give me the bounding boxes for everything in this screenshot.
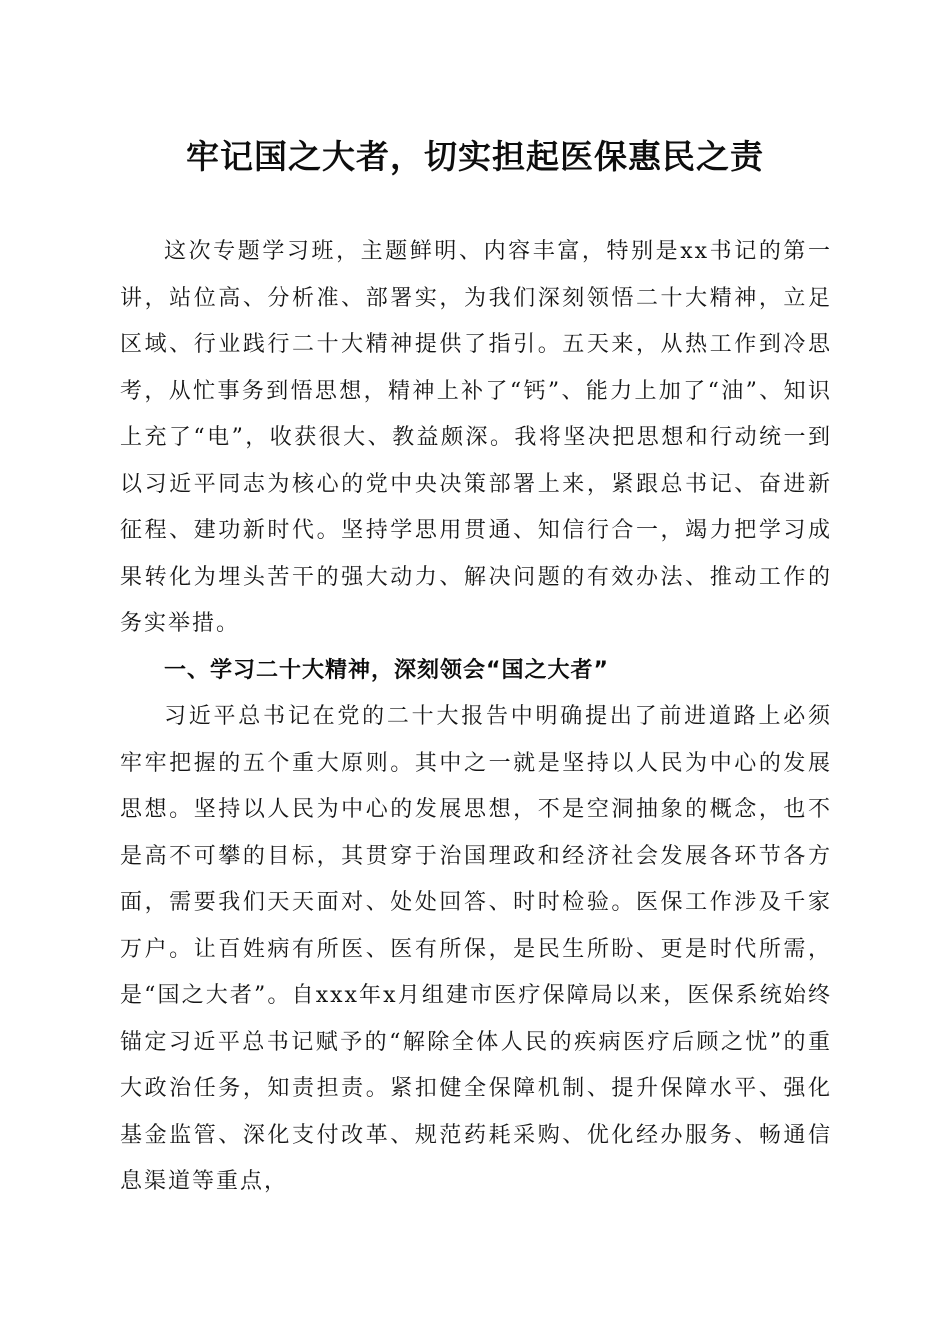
intro-paragraph: 这次专题学习班，主题鲜明、内容丰富，特别是xx书记的第一讲，站位高、分析准、部署实，为我们深刻领悟二十大精神，立足区域、行业践行二十大精神提供了指引。五天来，从热工作到冷思考，从忙事务到悟思想，精神上补了“钙”、能力上加了“油”、知识上充了“电”，收获很大、教益颇深。我将坚决把思想和行动统一到以习近平同志为核心的党中央决策部署上来，紧跟总书记、奋进新征程、建功新时代。坚持学思用贯通、知信行合一，竭力把学习成果转化为埋头苦干的强大动力、解决问题的有效办法、推动工作的务实举措。 [120,239,832,636]
document-body [120,229,832,1206]
document-title: 牢记国之大者，切实担起医保惠民之责 [186,137,764,176]
section-heading-1: 一、学习二十大精神，深刻领会“国之大者” [164,657,609,683]
section-1-paragraph: 习近平总书记在党的二十大报告中明确提出了前进道路上必须牢牢把握的五个重大原则。其中之一就是坚持以人民为中心的发展思想。坚持以人民为中心的发展思想，不是空洞抽象的概念，也不是高不可攀的目标，其贯穿于治国理政和经济社会发展各环节各方面，需要我们天天面对、处处回答、时时检验。医保工作涉及千家万户。让百姓病有所医、医有所保，是民生所盼、更是时代所需，是“国之大者”。自xxx年x月组建市医疗保障局以来，医保系统始终锚定习近平总书记赋予的“解除全体人民的疾病医疗后顾之忧”的重大政治任务，知责担责。紧扣健全保障机制、提升保障水平、强化基金监管、深化支付改革、规范药耗采购、优化经办服务、畅通信息渠道等重点， [120,704,832,1194]
